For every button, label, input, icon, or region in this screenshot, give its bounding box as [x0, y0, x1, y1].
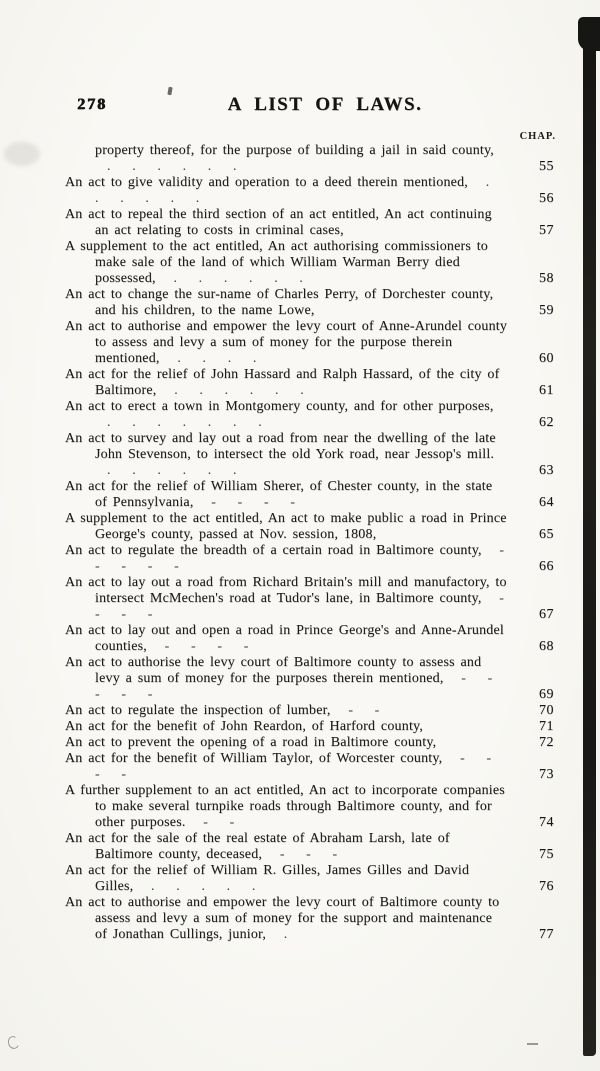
law-entry	[65, 719, 557, 735]
dot-leader: - -	[348, 703, 380, 718]
dot-leader: - - - -	[211, 495, 295, 510]
chapter-number: 64	[539, 495, 554, 510]
dot-leader: . . . . . .	[95, 175, 490, 206]
law-entry	[65, 703, 557, 719]
law-entry-text: An act for the benefit of William Taylor, of Worcester county,	[65, 751, 443, 766]
law-entry	[65, 511, 557, 543]
dot-leader: - - - -	[164, 639, 249, 654]
law-entry-text: An act to lay out a road from Richard Britain's mill and manufactory, to intersect McMechen's road at Tudor's lane, in Baltimore county,	[65, 575, 507, 606]
binding-shadow	[583, 44, 596, 1056]
scan-dash-artifact	[527, 1043, 538, 1045]
chapter-number: 76	[539, 879, 554, 894]
chapter-column-header: CHAP.	[519, 131, 556, 142]
dot-leader: . . . .	[177, 351, 257, 366]
law-entry	[65, 207, 557, 239]
law-entry-text: A further supplement to an act entitled, An act to incorporate companies to make several turnpike roads through Baltimore county, and for other purposes.	[65, 783, 505, 830]
law-entry	[65, 543, 557, 575]
law-entry-text: An act to give validity and operation to a deed therein mentioned,	[65, 175, 468, 190]
chapter-number: 65	[539, 527, 554, 542]
dot-leader: - - - -	[95, 751, 492, 782]
chapter-number: 60	[539, 351, 554, 366]
law-entry	[65, 655, 557, 703]
chapter-number: 59	[539, 303, 554, 318]
dot-leader: . . . . . .	[173, 271, 303, 286]
law-entry	[65, 367, 557, 399]
chapter-number: 69	[539, 687, 554, 702]
dot-leader: . . . . . .	[107, 159, 237, 174]
law-entry	[65, 399, 557, 431]
law-entry-text: property thereof, for the purpose of building a jail in said county,	[95, 143, 494, 158]
dot-leader: - - - -	[95, 591, 504, 622]
chapter-number: 71	[539, 719, 554, 734]
law-entry-text: An act to erect a town in Montgomery county, and for other purposes,	[65, 399, 494, 414]
page-title: A LIST OF LAWS.	[227, 94, 423, 115]
law-entry	[65, 623, 557, 655]
law-entry	[65, 143, 557, 175]
law-entry-text: An act to lay out and open a road in Prince George's and Anne-Arundel counties,	[65, 623, 505, 654]
dot-leader: - - -	[279, 847, 338, 862]
dot-leader: - - - - -	[95, 543, 505, 574]
chapter-number: 56	[539, 191, 554, 206]
law-entry-text: An act to change the sur-name of Charles Perry, of Dorchester county, and his children, to the name Lowe,	[65, 287, 494, 318]
dot-leader: . . . . . .	[174, 383, 304, 398]
chapter-number: 72	[539, 735, 554, 750]
chapter-number: 74	[539, 815, 554, 830]
law-entry	[65, 575, 557, 623]
page-number: 278	[77, 96, 107, 113]
dot-leader: . . . . . . .	[107, 415, 262, 430]
law-entry-text: A supplement to the act entitled, An act to make public a road in Prince George's county, passed at Nov. session, 1808,	[65, 511, 507, 542]
law-entry	[65, 751, 557, 783]
law-entry-text: An act to survey and lay out a road from near the dwelling of the late John Stevenson, to intersect the old York road, near Jessop's mill.	[65, 431, 496, 462]
dot-leader: .	[283, 927, 288, 942]
law-entry-text: An act for the relief of William R. Gilles, James Gilles and David Gilles,	[65, 863, 470, 894]
chapter-number: 66	[539, 559, 554, 574]
law-entry-text: An act to authorise and empower the levy court of Anne-Arundel county to assess and levy a sum of money for the purpose therein mentioned,	[65, 319, 508, 366]
chapter-number: 75	[539, 847, 554, 862]
law-entry-text: An act to repeal the third section of an act entitled, An act continuing an act relating to costs in criminal cases,	[65, 207, 492, 238]
laws-list	[65, 131, 557, 943]
chapter-number: 63	[539, 463, 554, 478]
chapter-number: 62	[539, 415, 554, 430]
law-entry-text: An act to regulate the breadth of a certain road in Baltimore county,	[65, 543, 482, 558]
dot-leader: . . . . . .	[107, 463, 237, 478]
law-entry	[65, 175, 557, 207]
law-entry-text: A supplement to the act entitled, An act authorising commissioners to make sale of the land of which William Warman Berry died possessed,	[65, 239, 489, 286]
law-entry	[65, 431, 557, 479]
chapter-number: 77	[539, 927, 554, 942]
chapter-number: 57	[539, 223, 554, 238]
law-entry	[65, 831, 557, 863]
dot-leader: - - - - -	[95, 671, 493, 702]
chapter-number: 68	[539, 639, 554, 654]
law-entry-text: An act for the benefit of John Reardon, of Harford county,	[65, 719, 424, 734]
law-entry-text: An act for the relief of John Hassard and Ralph Hassard, of the city of Baltimore,	[65, 367, 500, 398]
law-entry	[65, 239, 557, 287]
scan-smudge-artifact	[4, 142, 40, 166]
law-entry	[65, 319, 557, 367]
law-entry-text: An act to prevent the opening of a road in Baltimore county,	[65, 735, 437, 750]
law-entry-text: An act to authorise the levy court of Baltimore county to assess and levy a sum of money for the purposes therein mentioned,	[65, 655, 482, 686]
law-entry	[65, 735, 557, 751]
chapter-number: 70	[539, 703, 554, 718]
scan-mark-artifact	[6, 1035, 20, 1051]
chapter-number: 58	[539, 271, 554, 286]
law-entry-text: An act for the relief of William Sherer, of Chester county, in the state of Pennsylvania,	[65, 479, 493, 510]
law-entry	[65, 287, 557, 319]
law-entry	[65, 479, 557, 511]
chapter-number: 55	[539, 159, 554, 174]
law-entry-text: An act to regulate the inspection of lumber,	[65, 703, 331, 718]
dot-leader: - -	[203, 815, 235, 830]
law-entry	[65, 863, 557, 895]
dot-leader: . . . . .	[151, 879, 256, 894]
binding-shadow-top-blob	[578, 17, 600, 51]
law-entry-text: An act for the sale of the real estate of Abraham Larsh, late of Baltimore county, deceased,	[65, 831, 450, 862]
chapter-number: 73	[539, 767, 554, 782]
law-entry	[65, 783, 557, 831]
chapter-number: 61	[539, 383, 554, 398]
law-entry-text: An act to authorise and empower the levy court of Baltimore county to assess and levy a sum of money for the support and maintenance of Jonathan Cullings, junior,	[65, 895, 500, 942]
law-entry	[65, 895, 557, 943]
chapter-number: 67	[539, 607, 554, 622]
